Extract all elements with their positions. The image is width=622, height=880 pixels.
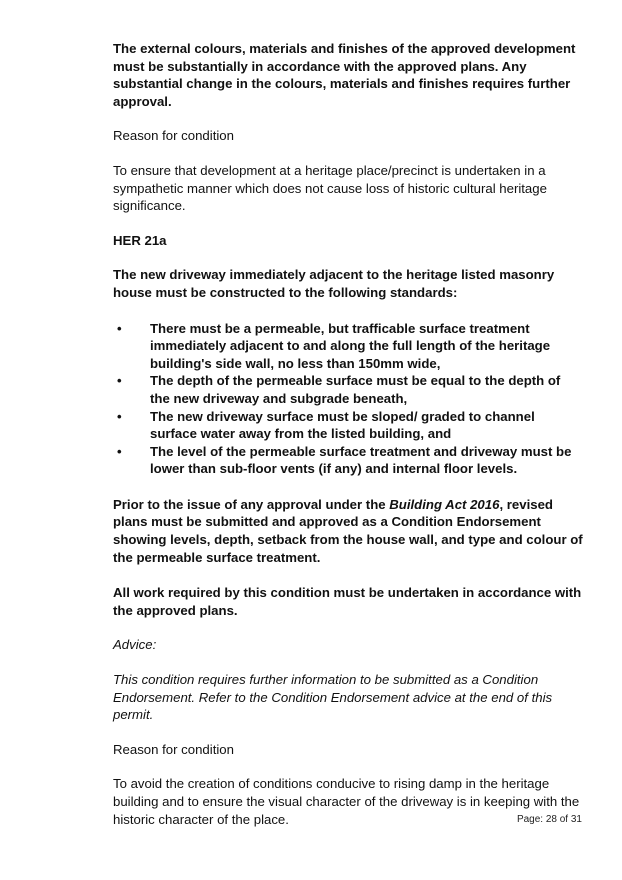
standards-list [113, 320, 583, 478]
condition-code-heading: HER 21a [113, 232, 167, 248]
list-item [113, 408, 583, 443]
list-item-text: The depth of the permeable surface must be equal to the depth of the new driveway and subgrade beneath, [150, 373, 561, 406]
building-act-reference: Building Act 2016 [389, 496, 500, 512]
list-item [113, 372, 583, 407]
reason-heading: Reason for condition [113, 128, 234, 144]
document-body [113, 40, 583, 828]
prior-text-start: Prior to the issue of any approval under the [113, 496, 390, 512]
advice-text: This condition requires further information to be submitted as a Condition Endorsement. Refer to the Condition Endorsement advice at the end of this permit. [113, 672, 553, 723]
prior-text-end: , revised plans must be submitted and approved as a Condition Endorsement showing levels, depth, setback from the house wall, and type and colour of the permeable surface treatment. [113, 496, 583, 565]
bullet-icon: • [117, 373, 122, 389]
list-item [113, 443, 583, 478]
bullet-icon: • [117, 443, 122, 459]
list-item [113, 320, 583, 373]
advice-heading: Advice: [113, 637, 157, 653]
all-work-paragraph: All work required by this condition must be undertaken in accordance with the approved plans. [113, 585, 582, 618]
reason-heading: Reason for condition [113, 741, 234, 757]
list-item-text: There must be a permeable, but trafficable surface treatment immediately adjacent to and along the full length of the heritage building's side wall, no less than 150mm wide, [150, 320, 551, 371]
colours-paragraph: The external colours, materials and finishes of the approved development must be substantially in accordance with the approved plans. Any substantial change in the colours, materials and finishes requires further approval. [113, 41, 576, 109]
prior-approval-paragraph [113, 496, 583, 566]
reason-text: To avoid the creation of conditions conducive to rising damp in the heritage building and to ensure the visual character of the driveway is in keeping with the historic character of the place. [113, 776, 580, 827]
reason-text: To ensure that development at a heritage place/precinct is undertaken in a sympathetic manner which does not cause loss of historic cultural heritage significance. [113, 162, 547, 214]
list-item-text: The new driveway surface must be sloped/ graded to channel surface water away from the listed building, and [150, 408, 535, 442]
list-item-text: The level of the permeable surface treatment and driveway must be lower than sub-floor vents (if any) and internal floor levels. [150, 443, 572, 477]
bullet-icon: • [117, 408, 122, 424]
driveway-intro-paragraph: The new driveway immediately adjacent to the heritage listed masonry house must be constructed to the following standards: [113, 267, 555, 300]
bullet-icon: • [117, 320, 122, 336]
page-number: Page: 28 of 31 [516, 814, 582, 825]
